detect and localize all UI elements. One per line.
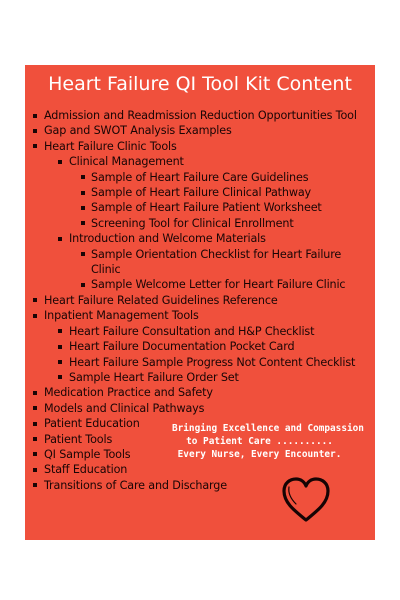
list-item (25, 108, 375, 123)
sub-list-item (25, 324, 375, 339)
list-item-label: Heart Failure Documentation Pocket Card (69, 340, 295, 354)
square-bullet-icon (33, 298, 37, 302)
sub-sub-list-item (25, 170, 375, 185)
square-bullet-icon (58, 345, 62, 349)
heart-outline-icon (280, 477, 332, 523)
square-bullet-icon (81, 191, 85, 195)
sub-sub-list-item (25, 247, 375, 278)
list-item-label: Medication Practice and Safety (44, 386, 213, 400)
sub-list-item (25, 370, 375, 385)
list-item-label: Heart Failure Sample Progress Not Content Checklist (69, 355, 356, 369)
square-bullet-icon (33, 114, 37, 118)
square-bullet-icon (33, 422, 37, 426)
list-item-label: QI Sample Tools (44, 447, 131, 461)
list-item-label: Patient Tools (44, 432, 113, 446)
sub-sub-list-item (25, 277, 375, 292)
square-bullet-icon (33, 452, 37, 456)
slogan-line: to Patient Care .......... (186, 436, 333, 447)
list-item-label: Patient Education (44, 417, 140, 431)
list-item (25, 123, 375, 138)
list-item-label: Admission and Readmission Reduction Opportunities Tool (44, 109, 357, 122)
square-bullet-icon (58, 237, 62, 241)
square-bullet-icon (81, 221, 85, 225)
square-bullet-icon (33, 391, 37, 395)
list-item-label: Heart Failure Consultation and H&P Checklist (69, 324, 315, 338)
list-item-label: Clinical Management (69, 155, 184, 169)
sub-list-item (25, 355, 375, 370)
list-item-label: Inpatient Management Tools (44, 309, 199, 323)
list-item (25, 401, 375, 416)
sub-sub-list-item (25, 200, 375, 215)
square-bullet-icon (33, 144, 37, 148)
list-item (25, 308, 375, 323)
square-bullet-icon (33, 129, 37, 133)
page-title: Heart Failure QI Tool Kit Content (48, 73, 352, 95)
square-bullet-icon (58, 360, 62, 364)
sub-list-item (25, 339, 375, 354)
square-bullet-icon (33, 468, 37, 472)
slogan (172, 422, 364, 461)
square-bullet-icon (81, 283, 85, 287)
list-item-label: Staff Education (44, 463, 128, 477)
sub-sub-list-item (25, 185, 375, 200)
list-item-label: Sample Heart Failure Order Set (69, 370, 239, 384)
square-bullet-icon (81, 175, 85, 179)
square-bullet-icon (33, 314, 37, 318)
sub-list-item (25, 154, 375, 169)
list-item-label: Sample of Heart Failure Patient Worksheet (91, 201, 322, 215)
list-item-label: Screening Tool for Clinical Enrollment (91, 216, 294, 230)
square-bullet-icon (33, 483, 37, 487)
square-bullet-icon (33, 437, 37, 441)
list-item-label: Transitions of Care and Discharge (44, 478, 227, 492)
square-bullet-icon (58, 329, 62, 333)
square-bullet-icon (58, 375, 62, 379)
sub-sub-list-item (25, 216, 375, 231)
list-item (25, 139, 375, 154)
list-item-label: Sample Orientation Checklist for Heart Failure Clinic (91, 247, 342, 277)
list-item-label: Heart Failure Clinic Tools (44, 139, 177, 153)
list-item-label: Heart Failure Related Guidelines Reference (44, 293, 278, 307)
slogan-line: Bringing Excellence and Compassion (172, 423, 364, 434)
list-item-label: Sample of Heart Failure Clinical Pathway (91, 186, 311, 200)
list-item (25, 385, 375, 400)
sub-list-item (25, 231, 375, 246)
list-item (25, 293, 375, 308)
list-item-label: Gap and SWOT Analysis Examples (44, 124, 232, 138)
slogan-line: Every Nurse, Every Encounter. (177, 449, 342, 460)
list-item-label: Sample Welcome Letter for Heart Failure Clinic (91, 278, 346, 292)
square-bullet-icon (33, 406, 37, 410)
list-item-label: Introduction and Welcome Materials (69, 232, 266, 246)
square-bullet-icon (81, 206, 85, 210)
square-bullet-icon (81, 252, 85, 256)
square-bullet-icon (58, 160, 62, 164)
list-item (25, 462, 375, 477)
list-item-label: Sample of Heart Failure Care Guidelines (91, 170, 309, 184)
list-item-label: Models and Clinical Pathways (44, 401, 205, 415)
toolkit-panel (25, 65, 375, 540)
